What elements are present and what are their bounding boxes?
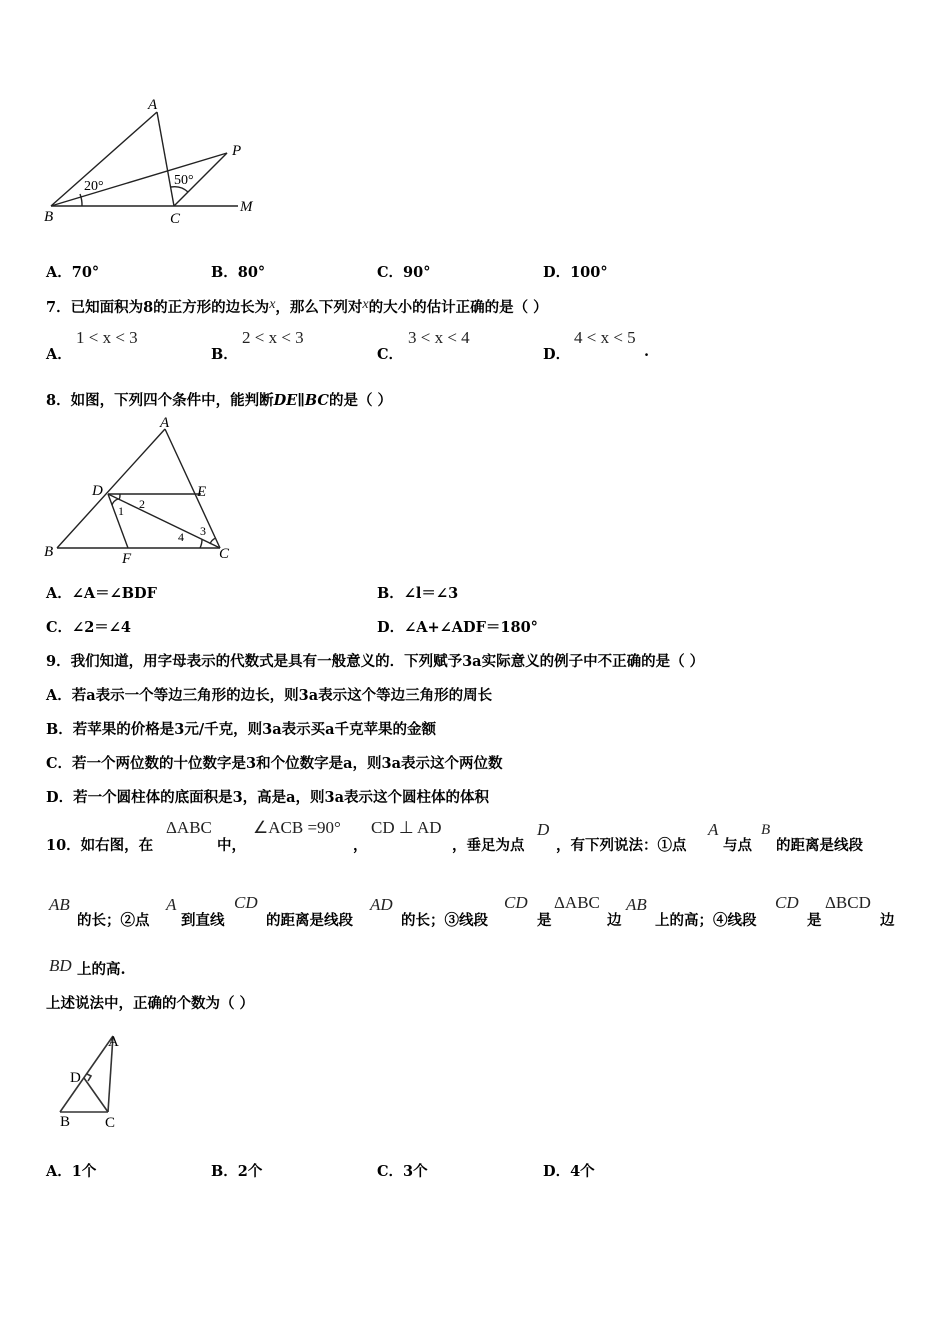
q7-end-period: . [644, 343, 650, 360]
q10-text-p1: 10．如右图，在 [46, 837, 154, 854]
q9-option-a[interactable]: A．若a表示一个等边三角形的边长，则3a表示这个等边三角形的周长 [46, 687, 493, 704]
q8-text-1: 8．如图，下列四个条件中，能判断 [46, 392, 274, 409]
q9-option-b[interactable]: B．若苹果的价格是3元/千克，则3a表示买a千克苹果的金额 [46, 721, 437, 738]
q8-option-c[interactable]: C．∠2＝∠4 [46, 619, 132, 636]
label-c: C [105, 1115, 116, 1131]
label-c: C [219, 546, 230, 562]
q7-option-a-letter[interactable]: A． [46, 346, 72, 363]
label-d: D [92, 483, 103, 499]
angle-num-1: 1 [118, 504, 124, 518]
label-f: F [122, 551, 132, 565]
q10-l2-abc: ΔABC [554, 893, 600, 912]
q10-l2-cd2: CD [504, 893, 528, 912]
angle-num-2: 2 [139, 497, 145, 511]
q6-option-a[interactable]: A．70° [46, 264, 100, 281]
q10-l2-p2: 到直线 [181, 912, 225, 929]
q10-option-b[interactable]: B．2个 [211, 1163, 263, 1180]
q10-question: 上述说法中，正确的个数为（ ） [46, 995, 255, 1012]
angle-num-3: 3 [200, 524, 206, 538]
segment-ab [57, 429, 165, 548]
q10-math-abc: ΔABC [166, 818, 212, 837]
angle-label-right: 50° [174, 173, 194, 188]
q8-option-b[interactable]: B．∠l＝∠3 [377, 585, 459, 602]
label-b: B [44, 544, 54, 560]
q10-math-b: B [761, 822, 771, 838]
angle-arc-4 [200, 539, 202, 548]
q10-text-p6: 与点 [723, 837, 752, 854]
q10-l2-p4: 的长；③线段 [401, 912, 488, 929]
label-e: E [197, 484, 207, 500]
q10-l2-p8: 是 [807, 912, 822, 929]
q10-math-a: A [708, 820, 719, 839]
q10-math-angle: ∠ACB =90° [253, 818, 341, 837]
q8-stem [46, 389, 392, 410]
figure-q10-right-triangle [50, 1030, 140, 1135]
label-a: A [148, 97, 158, 113]
q7-option-b-letter[interactable]: B． [211, 346, 238, 363]
q10-l2-bcd: ΔBCD [825, 893, 871, 912]
q10-l2-ad: AD [370, 895, 393, 914]
q10-l2-p1: 的长；②点 [77, 912, 150, 929]
q9-stem: 9．我们知道，用字母表示的代数式是具有一般意义的．下列赋予3a实际意义的例子中不正确的是（ ） [46, 653, 705, 670]
q10-text-p7: 的距离是线段 [776, 837, 863, 854]
q10-math-d: D [537, 820, 550, 839]
q10-text-p4: ，垂足为点 [452, 837, 525, 854]
q10-option-c[interactable]: C．3个 [377, 1163, 428, 1180]
q10-l2-cd: CD [234, 893, 258, 912]
q7-stem [46, 296, 548, 317]
label-c: C [170, 211, 181, 227]
q10-option-d[interactable]: D．4个 [543, 1163, 595, 1180]
angle-arc-2 [119, 494, 120, 500]
q7-option-b-math: 2 < x < 3 [242, 328, 304, 347]
q8-condition: DE∥BC [273, 392, 329, 409]
q7-var-2: x [362, 297, 369, 312]
q10-text-p2: 中， [217, 837, 246, 854]
q10-l2-p3: 的距离是线段 [266, 912, 353, 929]
q7-var-1: x [269, 297, 276, 312]
q8-option-d[interactable]: D．∠A+∠ADF＝180° [377, 619, 538, 636]
q7-option-c-math: 3 < x < 4 [408, 328, 470, 347]
q6-option-d[interactable]: D．100° [543, 264, 608, 281]
q7-option-d-letter[interactable]: D． [543, 346, 571, 363]
label-b: B [60, 1114, 71, 1130]
q10-text-p5: ，有下列说法：①点 [556, 837, 687, 854]
q7-text-1: 7．已知面积为8的正方形的边长为 [46, 299, 270, 316]
q7-option-a-math: 1 < x < 3 [76, 328, 138, 347]
q10-option-a[interactable]: A．1个 [46, 1163, 97, 1180]
segment-ba [51, 112, 157, 206]
q8-option-a[interactable]: A．∠A＝∠BDF [46, 585, 157, 602]
segment-cd [84, 1078, 108, 1112]
q10-l2-p7: 上的高；④线段 [655, 912, 757, 929]
q10-l2-p5: 是 [537, 912, 552, 929]
q8-text-2: 的是（ ） [328, 392, 393, 409]
q10-l2-a: A [166, 895, 177, 914]
angle-num-4: 4 [178, 530, 184, 544]
label-m: M [240, 199, 253, 215]
q9-option-d[interactable]: D．若一个圆柱体的底面积是3，高是a，则3a表示这个圆柱体的体积 [46, 789, 490, 806]
label-a: A [108, 1034, 119, 1050]
angle-label-left: 20° [84, 179, 104, 194]
q6-option-c[interactable]: C．90° [377, 264, 431, 281]
angle-arc-left [80, 194, 82, 206]
q10-l3-p1: 上的高. [77, 961, 126, 978]
label-p: P [232, 143, 242, 159]
figure-q8-triangle [40, 415, 240, 565]
q7-option-d-math: 4 < x < 5 [574, 328, 636, 347]
q7-option-c-letter[interactable]: C． [377, 346, 404, 363]
angle-arc-3 [210, 538, 216, 544]
q10-l2-ab2: AB [626, 895, 647, 914]
segment-ab [60, 1036, 113, 1112]
q9-option-c[interactable]: C．若一个两位数的十位数字是3和个位数字是a，则3a表示这个两位数 [46, 755, 503, 772]
q10-l2-ab: AB [49, 895, 70, 914]
right-angle-mark [87, 1074, 91, 1081]
segment-ac [165, 429, 220, 548]
label-d: D [70, 1070, 81, 1086]
segment-ac [157, 112, 174, 206]
q10-l2-p9: 边 [880, 912, 895, 929]
figure-q6-triangle [40, 95, 270, 230]
q10-text-p3: ， [353, 837, 368, 854]
q10-l2-p6: 边 [607, 912, 622, 929]
q6-option-b[interactable]: B．80° [211, 264, 266, 281]
label-b: B [44, 209, 54, 225]
q7-text-3: 的大小的估计正确的是（ ） [368, 299, 548, 316]
q10-l2-cd3: CD [775, 893, 799, 912]
label-a: A [160, 415, 170, 431]
q10-math-perp: CD ⊥ AD [371, 818, 442, 837]
q10-l3-bd: BD [49, 956, 72, 975]
q7-text-2: ，那么下列对 [275, 299, 363, 316]
